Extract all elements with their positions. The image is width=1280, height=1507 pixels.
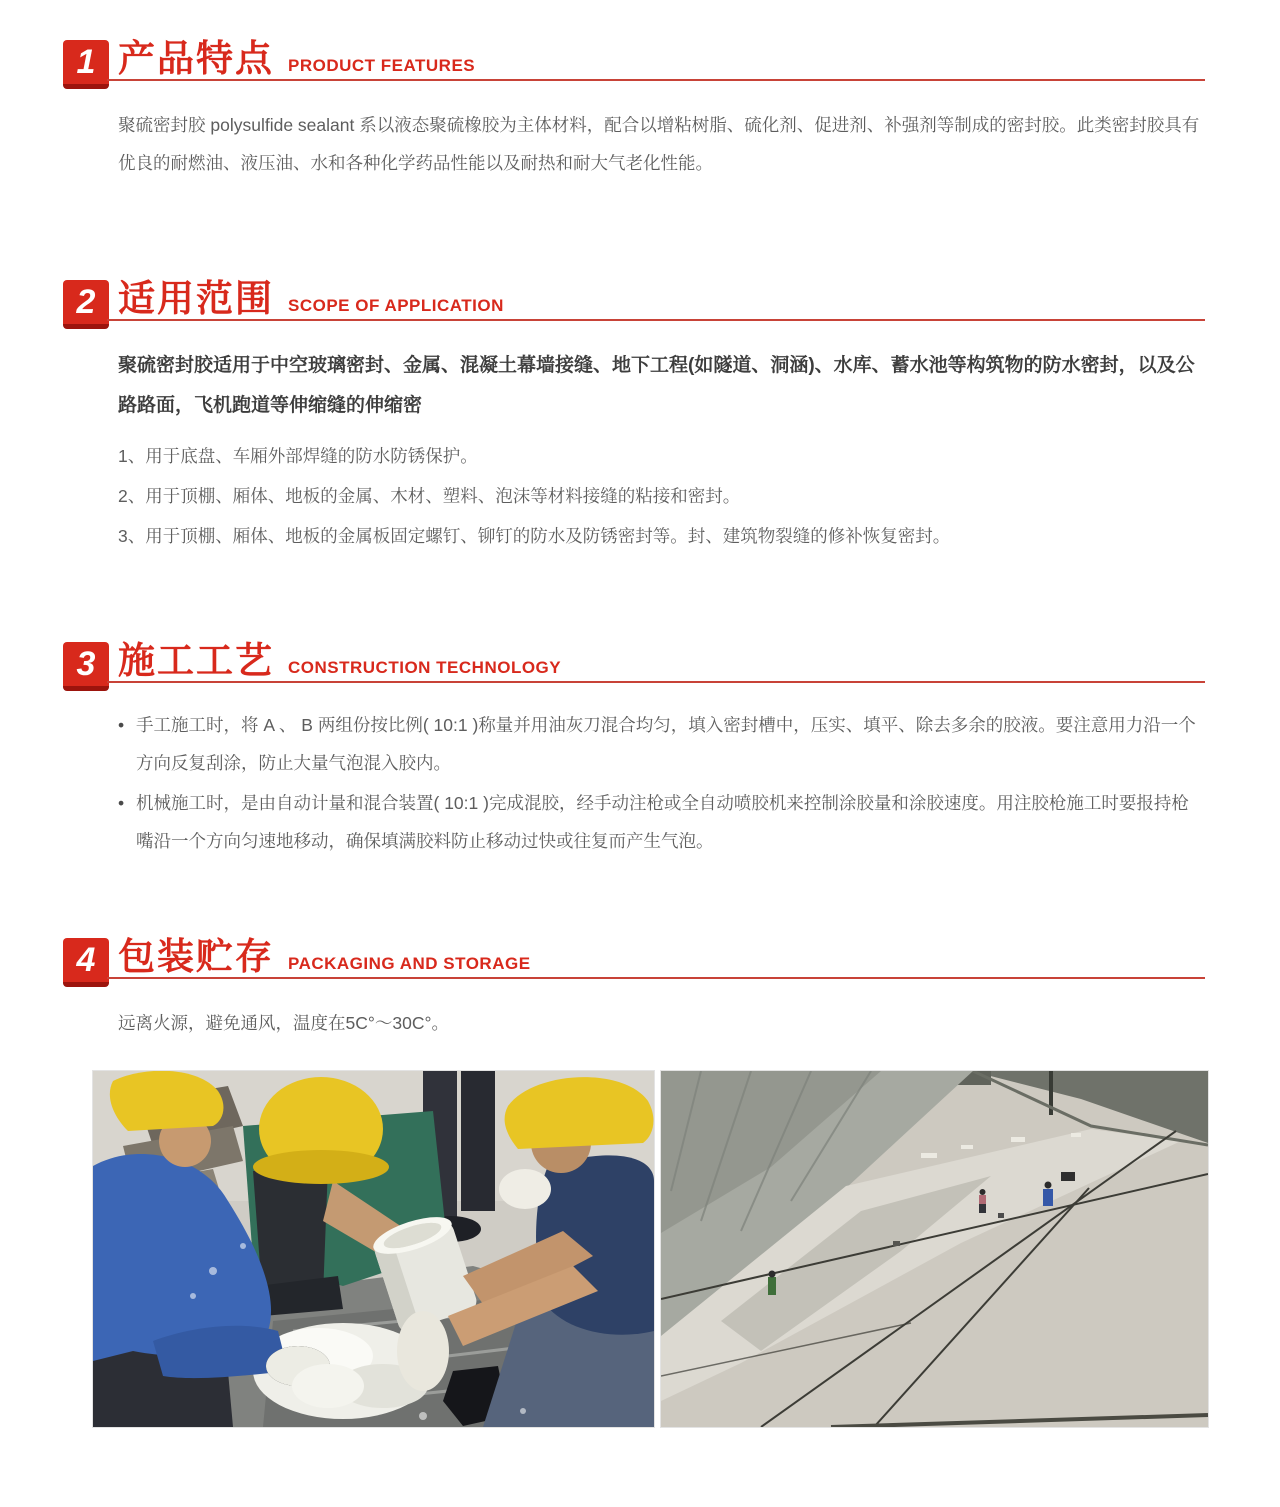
section-title-en: SCOPE OF APPLICATION xyxy=(288,296,504,315)
section-product-features xyxy=(63,40,1205,182)
section-number-badge xyxy=(63,642,109,691)
lead-paragraph: 聚硫密封胶适用于中空玻璃密封、金属、混凝土幕墙接缝、地下工程(如隧道、洞涵)、水库、蓄水池等构筑物的防水密封，以及公路路面，飞机跑道等伸缩缝的伸缩密 xyxy=(118,355,1195,416)
section-titles xyxy=(118,38,475,80)
section-titles xyxy=(118,278,504,320)
bullet-item: • 机械施工时，是由自动计量和混合装置( 10:1 )完成混胶，经手动注枪或全自动喷胶机来控制涂胶量和涂胶速度。用注胶枪施工时要报持枪嘴沿一个方向匀速地移动，确保填满胶料防止移动过快或往复而产生气泡。 xyxy=(118,784,1205,860)
section-packaging-and-storage xyxy=(63,938,1205,1042)
list-item: 3、用于顶棚、厢体、地板的金属板固定螺钉、铆钉的防水及防锈密封等。封、建筑物裂缝的修补恢复密封。 xyxy=(118,526,951,546)
photo-row xyxy=(92,1070,1205,1428)
section-number: 3 xyxy=(76,644,96,683)
bullet-item: • 手工施工时，将 A 、 B 两组份按比例( 10:1 )称量并用油灰刀混合均匀，填入密封槽中，压实、填平、除去多余的胶液。要注意用力沿一个方向反复刮涂，防止大量气泡混入胶内。 xyxy=(118,706,1205,782)
list-item: 2、用于顶棚、厢体、地板的金属、木材、塑料、泡沫等材料接缝的粘接和密封。 xyxy=(118,486,741,506)
section-title-zh: 包装贮存 xyxy=(118,936,274,977)
bullet-list xyxy=(118,706,1205,860)
section-number-badge xyxy=(63,938,109,987)
section-title-en: CONSTRUCTION TECHNOLOGY xyxy=(288,658,562,677)
section-title-zh: 产品特点 xyxy=(118,38,274,79)
workers-photo-image xyxy=(93,1071,654,1427)
section-number: 2 xyxy=(76,282,96,321)
section-number: 4 xyxy=(76,940,96,979)
section-1-header xyxy=(63,40,1205,90)
section-title-en: PRODUCT FEATURES xyxy=(288,56,476,75)
section-title-zh: 适用范围 xyxy=(118,278,274,319)
section-3-header xyxy=(63,642,1205,692)
slope-photo-image xyxy=(661,1071,1208,1427)
section-number: 1 xyxy=(76,42,96,81)
section-4-header xyxy=(63,938,1205,988)
gloved-hand xyxy=(397,1311,449,1391)
concrete-slope-seam-sealing-photo xyxy=(660,1070,1209,1428)
paragraph: 远离火源，避免通风，温度在5C°～30C°。 xyxy=(118,1013,449,1033)
section-titles xyxy=(118,936,531,978)
section-number-badge xyxy=(63,40,109,89)
section-number-badge xyxy=(63,280,109,329)
section-titles xyxy=(118,640,561,682)
section-2-header xyxy=(63,280,1205,330)
section-scope-of-application xyxy=(63,280,1205,554)
section-construction-technology xyxy=(63,642,1205,860)
paragraph: 聚硫密封胶 polysulfide sealant 系以液态聚硫橡胶为主体材料，配合以增粘树脂、硫化剂、促进剂、补强剂等制成的密封胶。此类密封胶具有优良的耐燃油、液压油、水和各种化学药品性能以及耐热和耐大气老化性能。 xyxy=(118,115,1200,173)
numbered-items xyxy=(63,438,1205,554)
section-title-en: PACKAGING AND STORAGE xyxy=(288,954,531,973)
section-title-zh: 施工工艺 xyxy=(118,640,274,681)
workers-mixing-applying-sealant-photo xyxy=(92,1070,655,1428)
list-item: 1、用于底盘、车厢外部焊缝的防水防锈保护。 xyxy=(118,446,478,466)
